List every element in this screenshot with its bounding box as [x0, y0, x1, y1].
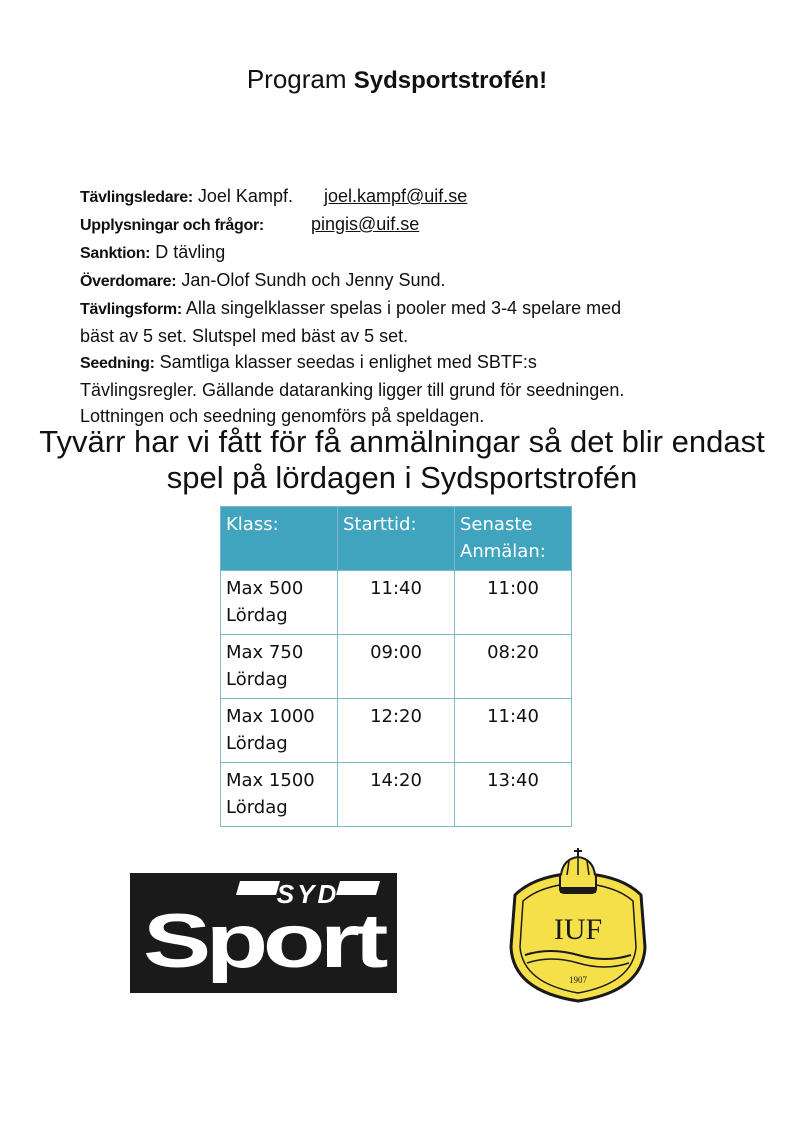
- klass-day: Lördag: [226, 733, 288, 754]
- start-cell: 14:20: [338, 763, 455, 827]
- contact-label: Upplysningar och frågor:: [80, 217, 264, 234]
- klass-day: Lördag: [226, 605, 288, 626]
- title-name: Sydsportstrofén!: [353, 67, 548, 94]
- leader-label: Tävlingsledare:: [80, 189, 193, 206]
- iuf-year: 1907: [569, 975, 587, 985]
- sanction-row: [80, 239, 720, 267]
- deadline-cell: 13:40: [455, 763, 572, 827]
- klass-day: Lördag: [226, 669, 288, 690]
- crown-icon: [560, 848, 596, 893]
- table-row: [221, 763, 572, 827]
- notice-line-2: spel på lördagen i Sydsportstrofén: [166, 460, 638, 495]
- leader-email-link[interactable]: joel.kampf@uif.se: [323, 186, 468, 206]
- klass-cell: [221, 571, 338, 635]
- klass-cell: [221, 763, 338, 827]
- referee-value: Jan-Olof Sundh och Jenny Sund.: [181, 270, 446, 290]
- format-label: Tävlingsform:: [80, 301, 182, 318]
- format-row-2: [80, 323, 720, 349]
- table-row: [221, 699, 572, 763]
- header-anmalan: Anmälan:: [460, 541, 546, 562]
- info-block: [80, 183, 720, 429]
- header-senaste: Senaste: [460, 514, 533, 535]
- start-cell: 11:40: [338, 571, 455, 635]
- seeding-row-2: [80, 377, 720, 403]
- deadline-cell: 11:40: [455, 699, 572, 763]
- leader-row: [80, 183, 720, 211]
- klass-day: Lördag: [226, 797, 288, 818]
- iuf-letters: IUF: [553, 913, 603, 946]
- sydsport-small-text: SYD: [276, 879, 340, 909]
- seeding-value-1: Samtliga klasser seedas i enlighet med SBTF:s: [159, 352, 537, 372]
- header-starttid: Starttid:: [338, 507, 455, 571]
- start-cell: 09:00: [338, 635, 455, 699]
- iuf-crest-logo: [505, 843, 651, 1005]
- klass-name: Max 500: [226, 578, 304, 599]
- klass-cell: [221, 699, 338, 763]
- referee-row: [80, 267, 720, 295]
- deadline-cell: 08:20: [455, 635, 572, 699]
- page-title: [0, 64, 794, 95]
- sydsport-logo: [130, 873, 397, 993]
- format-value-2: bäst av 5 set. Slutspel med bäst av 5 set.: [80, 326, 409, 346]
- table-header-row: [221, 507, 572, 571]
- sydsport-big-text: Sport: [143, 899, 388, 984]
- deadline-cell: 11:00: [455, 571, 572, 635]
- seeding-label: Seedning:: [80, 355, 155, 372]
- sanction-label: Sanktion:: [80, 245, 151, 262]
- klass-name: Max 1000: [226, 706, 315, 727]
- title-prefix: Program: [246, 64, 347, 94]
- klass-cell: [221, 635, 338, 699]
- start-cell: 12:20: [338, 699, 455, 763]
- notice-line-1: Tyvärr har vi fått för få anmälningar så det blir endast: [39, 424, 765, 459]
- seeding-value-3: Lottningen och seedning genomförs på speldagen.: [80, 406, 485, 426]
- format-value-1: Alla singelklasser spelas i pooler med 3-4 spelare med: [185, 298, 622, 318]
- table-row: [221, 571, 572, 635]
- leader-value: Joel Kampf.: [197, 186, 293, 206]
- table-row: [221, 635, 572, 699]
- header-senaste-anmalan: [455, 507, 572, 571]
- seeding-row: [80, 349, 720, 377]
- referee-label: Överdomare:: [80, 273, 177, 290]
- header-klass: Klass:: [221, 507, 338, 571]
- klass-name: Max 750: [226, 642, 304, 663]
- seeding-value-2: Tävlingsregler. Gällande dataranking ligger till grund för seedningen.: [80, 380, 625, 400]
- notice-heading: [0, 424, 794, 496]
- schedule-table: [220, 506, 572, 827]
- klass-name: Max 1500: [226, 770, 315, 791]
- sanction-value: D tävling: [155, 242, 226, 262]
- contact-row: [80, 211, 720, 239]
- contact-email-link[interactable]: pingis@uif.se: [310, 214, 420, 234]
- format-row: [80, 295, 720, 323]
